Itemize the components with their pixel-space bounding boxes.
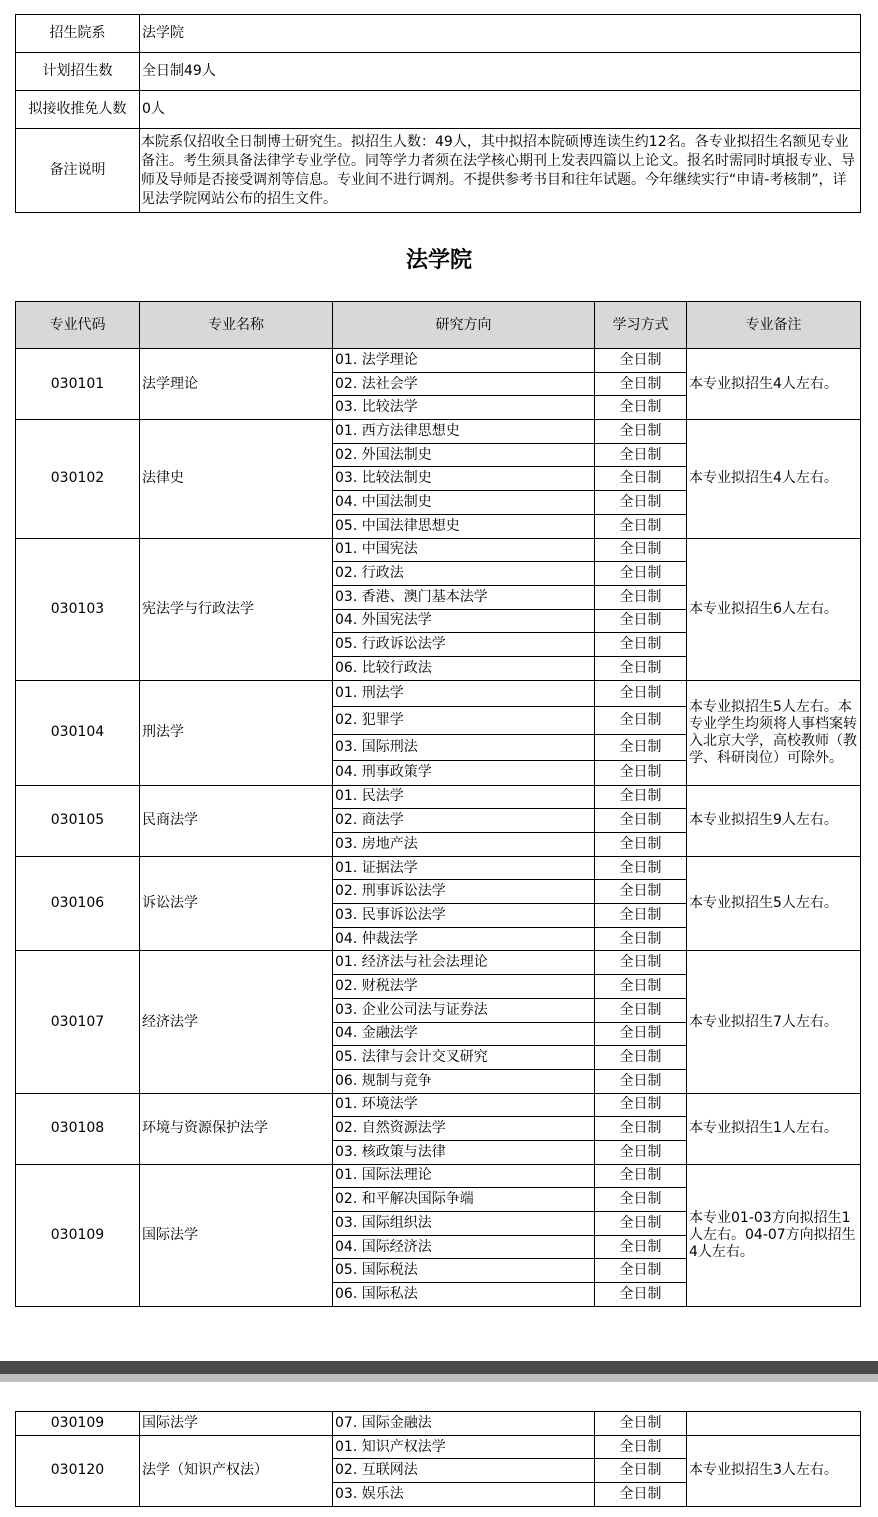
info-note: 本院系仅招收全日制博士研究生。拟招生人数：49人，其中拟招本院硕博连读生约12名。各专业拟招生名额见专业备注。考生须具备法律学专业学位。同等学力者须在法学核心期刊上发表四篇以上论文。报名时需同时填报专业、导师及导师是否接受调剂等信息。专业间不进行调剂。不提供参考书目和往年试题。今年继续实行“申请-考核制”，详见法学院网站公布的招生文件。 [140,129,861,213]
major-code: 030104 [16,680,140,785]
study-mode-cell: 全日制 [595,785,687,809]
study-mode-cell: 全日制 [595,420,687,444]
info-row [16,129,861,213]
direction-cell: 03. 国际刑法 [333,734,595,760]
page-title: 法学院 [405,248,472,273]
direction-cell: 02. 财税法学 [333,975,595,999]
info-row [16,53,861,91]
header-direction: 研究方向 [333,302,595,349]
header-row [16,302,861,349]
major-code: 030109 [16,1412,140,1436]
study-mode-cell: 全日制 [595,514,687,538]
direction-cell: 06. 国际私法 [333,1283,595,1307]
study-mode-cell: 全日制 [595,998,687,1022]
direction-cell: 04. 中国法制史 [333,491,595,515]
direction-cell: 03. 民事诉讼法学 [333,904,595,928]
direction-cell: 02. 法社会学 [333,372,595,396]
info-row [16,15,861,53]
major-note: 本专业拟招生9人左右。 [687,785,861,856]
study-mode-cell: 全日制 [595,396,687,420]
study-mode-cell: 全日制 [595,951,687,975]
study-mode-cell: 全日制 [595,1259,687,1283]
study-mode-cell: 全日制 [595,927,687,951]
major-name: 刑法学 [140,680,333,785]
major-name: 宪法学与行政法学 [140,538,333,680]
major-note: 本专业拟招生3人左右。 [687,1435,861,1506]
study-mode-cell: 全日制 [595,491,687,515]
info-row [16,91,861,129]
direction-cell: 03. 娱乐法 [333,1483,595,1507]
study-mode-cell: 全日制 [595,609,687,633]
study-mode-cell: 全日制 [595,809,687,833]
direction-cell: 03. 核政策与法律 [333,1140,595,1164]
major-name: 法学理论 [140,349,333,420]
direction-cell: 01. 刑法学 [333,680,595,706]
major-code: 030106 [16,856,140,951]
major-note: 本专业拟招生7人左右。 [687,951,861,1093]
info-value: 0人 [140,91,861,129]
major-name: 法学（知识产权法） [140,1435,333,1506]
direction-cell: 02. 商法学 [333,809,595,833]
info-value: 法学院 [140,15,861,53]
major-name: 诉讼法学 [140,856,333,951]
study-mode-cell: 全日制 [595,585,687,609]
study-mode-cell: 全日制 [595,856,687,880]
study-mode-cell: 全日制 [595,633,687,657]
study-mode-cell: 全日制 [595,372,687,396]
info-label: 拟接收推免人数 [16,91,140,129]
table-row [16,785,861,809]
study-mode-cell: 全日制 [595,760,687,785]
study-mode-cell: 全日制 [595,1412,687,1436]
major-note: 本专业拟招生1人左右。 [687,1093,861,1164]
info-table [15,14,861,213]
major-code: 030120 [16,1435,140,1506]
direction-cell: 01. 证据法学 [333,856,595,880]
table-row [16,349,861,373]
direction-cell: 02. 互联网法 [333,1459,595,1483]
direction-cell: 07. 国际金融法 [333,1412,595,1436]
direction-cell: 01. 西方法律思想史 [333,420,595,444]
major-name: 国际法学 [140,1164,333,1306]
major-note: 本专业拟招生4人左右。 [687,349,861,420]
study-mode-cell: 全日制 [595,1069,687,1093]
study-mode-cell: 全日制 [595,1117,687,1141]
info-label: 招生院系 [16,15,140,53]
study-mode-cell: 全日制 [595,1212,687,1236]
study-mode-cell: 全日制 [595,562,687,586]
page-separator-band [0,1374,878,1382]
direction-cell: 01. 国际法理论 [333,1164,595,1188]
direction-cell: 02. 犯罪学 [333,706,595,734]
major-code: 030102 [16,420,140,538]
header-mode: 学习方式 [595,302,687,349]
direction-cell: 03. 企业公司法与证券法 [333,998,595,1022]
study-mode-cell: 全日制 [595,880,687,904]
study-mode-cell: 全日制 [595,706,687,734]
major-name: 民商法学 [140,785,333,856]
direction-cell: 04. 国际经济法 [333,1235,595,1259]
major-note: 本专业拟招生6人左右。 [687,538,861,680]
direction-cell: 01. 法学理论 [333,349,595,373]
major-name: 法律史 [140,420,333,538]
majors-body-continued [16,1412,861,1507]
direction-cell: 02. 行政法 [333,562,595,586]
direction-cell: 01. 中国宪法 [333,538,595,562]
study-mode-cell: 全日制 [595,1164,687,1188]
direction-cell: 05. 中国法律思想史 [333,514,595,538]
info-label: 计划招生数 [16,53,140,91]
direction-cell: 02. 和平解决国际争端 [333,1188,595,1212]
direction-cell: 03. 国际组织法 [333,1212,595,1236]
major-note: 本专业01-03方向拟招生1人左右。04-07方向拟招生4人左右。 [687,1164,861,1306]
major-note [687,1412,861,1436]
study-mode-cell: 全日制 [595,680,687,706]
study-mode-cell: 全日制 [595,904,687,928]
table-row [16,680,861,706]
majors-table [15,301,861,1307]
major-code: 030103 [16,538,140,680]
direction-cell: 05. 法律与会计交叉研究 [333,1046,595,1070]
table-row [16,951,861,975]
study-mode-cell: 全日制 [595,1046,687,1070]
direction-cell: 02. 刑事诉讼法学 [333,880,595,904]
study-mode-cell: 全日制 [595,1459,687,1483]
direction-cell: 01. 经济法与社会法理论 [333,951,595,975]
major-code: 030105 [16,785,140,856]
table-row [16,1435,861,1459]
major-name: 国际法学 [140,1412,333,1436]
study-mode-cell: 全日制 [595,1093,687,1117]
study-mode-cell: 全日制 [595,975,687,999]
study-mode-cell: 全日制 [595,734,687,760]
table-row [16,538,861,562]
study-mode-cell: 全日制 [595,1140,687,1164]
info-value: 全日制49人 [140,53,861,91]
study-mode-cell: 全日制 [595,833,687,857]
direction-cell: 01. 环境法学 [333,1093,595,1117]
header-code: 专业代码 [16,302,140,349]
study-mode-cell: 全日制 [595,538,687,562]
direction-cell: 02. 外国法制史 [333,443,595,467]
study-mode-cell: 全日制 [595,1483,687,1507]
header-note: 专业备注 [687,302,861,349]
major-code: 030101 [16,349,140,420]
direction-cell: 04. 金融法学 [333,1022,595,1046]
direction-cell: 06. 规制与竞争 [333,1069,595,1093]
majors-body [16,349,861,1307]
majors-table-continued [15,1411,861,1507]
study-mode-cell: 全日制 [595,1283,687,1307]
major-code: 030108 [16,1093,140,1164]
header-name: 专业名称 [140,302,333,349]
study-mode-cell: 全日制 [595,1188,687,1212]
study-mode-cell: 全日制 [595,1435,687,1459]
major-code: 030107 [16,951,140,1093]
study-mode-cell: 全日制 [595,467,687,491]
table-row [16,856,861,880]
direction-cell: 03. 比较法制史 [333,467,595,491]
direction-cell: 03. 比较法学 [333,396,595,420]
study-mode-cell: 全日制 [595,1022,687,1046]
table-row [16,420,861,444]
direction-cell: 03. 房地产法 [333,833,595,857]
study-mode-cell: 全日制 [595,349,687,373]
study-mode-cell: 全日制 [595,443,687,467]
direction-cell: 01. 知识产权法学 [333,1435,595,1459]
major-note: 本专业拟招生5人左右。本专业学生均须将人事档案转入北京大学，高校教师（教学、科研岗位）可除外。 [687,680,861,785]
direction-cell: 04. 仲裁法学 [333,927,595,951]
table-row [16,1164,861,1188]
major-code: 030109 [16,1164,140,1306]
direction-cell: 06. 比较行政法 [333,656,595,680]
table-row [16,1093,861,1117]
study-mode-cell: 全日制 [595,656,687,680]
direction-cell: 01. 民法学 [333,785,595,809]
direction-cell: 05. 行政诉讼法学 [333,633,595,657]
direction-cell: 05. 国际税法 [333,1259,595,1283]
direction-cell: 03. 香港、澳门基本法学 [333,585,595,609]
major-name: 经济法学 [140,951,333,1093]
major-name: 环境与资源保护法学 [140,1093,333,1164]
info-label: 备注说明 [16,129,140,213]
major-note: 本专业拟招生5人左右。 [687,856,861,951]
direction-cell: 02. 自然资源法学 [333,1117,595,1141]
table-row [16,1412,861,1436]
direction-cell: 04. 刑事政策学 [333,760,595,785]
major-note: 本专业拟招生4人左右。 [687,420,861,538]
study-mode-cell: 全日制 [595,1235,687,1259]
direction-cell: 04. 外国宪法学 [333,609,595,633]
